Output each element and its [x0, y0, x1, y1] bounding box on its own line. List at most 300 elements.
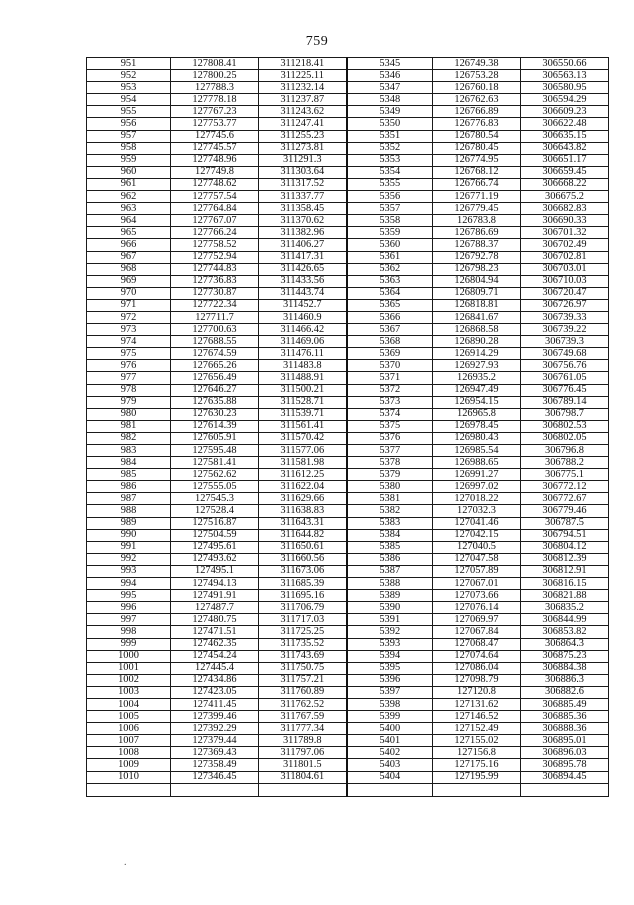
- point-number-right-cell: 5395: [347, 662, 433, 674]
- y-coordinate-right-cell: 306894.45: [521, 771, 609, 783]
- point-number-left-cell: 1001: [87, 662, 171, 674]
- point-number-left-cell: 996: [87, 602, 171, 614]
- y-coordinate-right-cell: 306772.12: [521, 481, 609, 493]
- point-number-right-cell: 5396: [347, 674, 433, 686]
- empty-cell: [347, 783, 433, 796]
- point-number-left-cell: 953: [87, 82, 171, 94]
- point-number-left-cell: 971: [87, 299, 171, 311]
- table-row: [87, 626, 609, 638]
- point-number-left-cell: 952: [87, 70, 171, 82]
- x-coordinate-right-cell: 127155.02: [433, 735, 521, 747]
- table-row: [87, 251, 609, 263]
- x-coordinate-left-cell: 127748.62: [171, 178, 259, 190]
- x-coordinate-right-cell: 126985.54: [433, 445, 521, 457]
- x-coordinate-right-cell: 127047.58: [433, 553, 521, 565]
- y-coordinate-left-cell: 311382.96: [259, 227, 347, 239]
- table-row: [87, 360, 609, 372]
- page-number: 759: [305, 34, 329, 49]
- x-coordinate-left-cell: 127665.26: [171, 360, 259, 372]
- point-number-left-cell: 976: [87, 360, 171, 372]
- y-coordinate-right-cell: 306788.2: [521, 457, 609, 469]
- y-coordinate-left-cell: 311673.06: [259, 565, 347, 577]
- x-coordinate-right-cell: 127069.97: [433, 614, 521, 626]
- point-number-left-cell: 1004: [87, 698, 171, 710]
- x-coordinate-left-cell: 127744.83: [171, 263, 259, 275]
- y-coordinate-left-cell: 311717.03: [259, 614, 347, 626]
- y-coordinate-right-cell: 306895.78: [521, 759, 609, 771]
- x-coordinate-left-cell: 127379.44: [171, 735, 259, 747]
- point-number-left-cell: 961: [87, 178, 171, 190]
- table-row: [87, 348, 609, 360]
- y-coordinate-right-cell: 306622.48: [521, 118, 609, 130]
- x-coordinate-left-cell: 127674.59: [171, 348, 259, 360]
- y-coordinate-right-cell: 306761.05: [521, 372, 609, 384]
- x-coordinate-right-cell: 126780.54: [433, 130, 521, 142]
- x-coordinate-left-cell: 127369.43: [171, 747, 259, 759]
- table-row: [87, 94, 609, 106]
- y-coordinate-right-cell: 306885.49: [521, 698, 609, 710]
- y-coordinate-left-cell: 311452.7: [259, 299, 347, 311]
- x-coordinate-left-cell: 127748.96: [171, 154, 259, 166]
- point-number-right-cell: 5361: [347, 251, 433, 263]
- x-coordinate-left-cell: 127711.7: [171, 311, 259, 323]
- footer-mark: .: [124, 857, 127, 868]
- x-coordinate-left-cell: 127555.05: [171, 481, 259, 493]
- table-row: [87, 106, 609, 118]
- y-coordinate-left-cell: 311757.21: [259, 674, 347, 686]
- y-coordinate-right-cell: 306651.17: [521, 154, 609, 166]
- y-coordinate-left-cell: 311370.62: [259, 215, 347, 227]
- point-number-right-cell: 5349: [347, 106, 433, 118]
- point-number-left-cell: 989: [87, 517, 171, 529]
- x-coordinate-right-cell: 127120.8: [433, 686, 521, 698]
- y-coordinate-right-cell: 306864.3: [521, 638, 609, 650]
- x-coordinate-right-cell: 127076.14: [433, 602, 521, 614]
- point-number-left-cell: 964: [87, 215, 171, 227]
- x-coordinate-left-cell: 127471.51: [171, 626, 259, 638]
- y-coordinate-right-cell: 306775.1: [521, 469, 609, 481]
- x-coordinate-left-cell: 127736.83: [171, 275, 259, 287]
- table-row: [87, 578, 609, 590]
- y-coordinate-right-cell: 306779.46: [521, 505, 609, 517]
- y-coordinate-right-cell: 306888.36: [521, 723, 609, 735]
- y-coordinate-right-cell: 306643.82: [521, 142, 609, 154]
- y-coordinate-left-cell: 311358.45: [259, 203, 347, 215]
- y-coordinate-left-cell: 311273.81: [259, 142, 347, 154]
- point-number-left-cell: 991: [87, 541, 171, 553]
- point-number-left-cell: 982: [87, 432, 171, 444]
- point-number-right-cell: 5383: [347, 517, 433, 529]
- x-coordinate-left-cell: 127752.94: [171, 251, 259, 263]
- x-coordinate-right-cell: 126768.12: [433, 166, 521, 178]
- point-number-right-cell: 5377: [347, 445, 433, 457]
- point-number-right-cell: 5398: [347, 698, 433, 710]
- table-row: [87, 432, 609, 444]
- table-row: [87, 191, 609, 203]
- x-coordinate-left-cell: 127516.87: [171, 517, 259, 529]
- point-number-right-cell: 5369: [347, 348, 433, 360]
- point-number-left-cell: 984: [87, 457, 171, 469]
- x-coordinate-left-cell: 127491.91: [171, 590, 259, 602]
- table-row: [87, 239, 609, 251]
- table-row: [87, 130, 609, 142]
- point-number-right-cell: 5370: [347, 360, 433, 372]
- table-row: [87, 771, 609, 783]
- x-coordinate-right-cell: 127131.62: [433, 698, 521, 710]
- point-number-left-cell: 983: [87, 445, 171, 457]
- x-coordinate-right-cell: 126779.45: [433, 203, 521, 215]
- y-coordinate-left-cell: 311426.65: [259, 263, 347, 275]
- table-row: [87, 517, 609, 529]
- table-row: [87, 396, 609, 408]
- point-number-left-cell: 987: [87, 493, 171, 505]
- y-coordinate-left-cell: 311643.31: [259, 517, 347, 529]
- point-number-right-cell: 5345: [347, 58, 433, 70]
- table-row: [87, 82, 609, 94]
- point-number-left-cell: 999: [87, 638, 171, 650]
- table-row: [87, 227, 609, 239]
- x-coordinate-left-cell: 127730.87: [171, 287, 259, 299]
- point-number-right-cell: 5389: [347, 590, 433, 602]
- point-number-right-cell: 5373: [347, 396, 433, 408]
- point-number-right-cell: 5391: [347, 614, 433, 626]
- x-coordinate-left-cell: 127454.24: [171, 650, 259, 662]
- x-coordinate-left-cell: 127487.7: [171, 602, 259, 614]
- point-number-left-cell: 973: [87, 324, 171, 336]
- point-number-left-cell: 1000: [87, 650, 171, 662]
- x-coordinate-left-cell: 127764.84: [171, 203, 259, 215]
- y-coordinate-right-cell: 306690.33: [521, 215, 609, 227]
- empty-cell: [171, 783, 259, 796]
- point-number-left-cell: 958: [87, 142, 171, 154]
- table-row: [87, 590, 609, 602]
- y-coordinate-right-cell: 306821.88: [521, 590, 609, 602]
- y-coordinate-right-cell: 306895.01: [521, 735, 609, 747]
- table-row: [87, 372, 609, 384]
- y-coordinate-right-cell: 306875.23: [521, 650, 609, 662]
- table-row: [87, 638, 609, 650]
- y-coordinate-left-cell: 311243.62: [259, 106, 347, 118]
- x-coordinate-left-cell: 127788.3: [171, 82, 259, 94]
- point-number-left-cell: 998: [87, 626, 171, 638]
- empty-cell: [521, 783, 609, 796]
- point-number-left-cell: 967: [87, 251, 171, 263]
- point-number-right-cell: 5346: [347, 70, 433, 82]
- point-number-left-cell: 985: [87, 469, 171, 481]
- table-row: [87, 493, 609, 505]
- table-row: [87, 142, 609, 154]
- point-number-right-cell: 5390: [347, 602, 433, 614]
- x-coordinate-left-cell: 127778.18: [171, 94, 259, 106]
- y-coordinate-left-cell: 311469.06: [259, 336, 347, 348]
- x-coordinate-right-cell: 126762.63: [433, 94, 521, 106]
- y-coordinate-right-cell: 306844.99: [521, 614, 609, 626]
- y-coordinate-right-cell: 306739.33: [521, 311, 609, 323]
- point-number-right-cell: 5358: [347, 215, 433, 227]
- table-body: [87, 58, 609, 797]
- x-coordinate-right-cell: 126776.83: [433, 118, 521, 130]
- table-row: [87, 178, 609, 190]
- empty-cell: [87, 783, 171, 796]
- y-coordinate-left-cell: 311650.61: [259, 541, 347, 553]
- x-coordinate-left-cell: 127494.13: [171, 578, 259, 590]
- y-coordinate-left-cell: 311528.71: [259, 396, 347, 408]
- point-number-right-cell: 5401: [347, 735, 433, 747]
- y-coordinate-right-cell: 306726.97: [521, 299, 609, 311]
- y-coordinate-right-cell: 306885.36: [521, 711, 609, 723]
- x-coordinate-right-cell: 127067.01: [433, 578, 521, 590]
- x-coordinate-right-cell: 126965.8: [433, 408, 521, 420]
- x-coordinate-left-cell: 127800.25: [171, 70, 259, 82]
- point-number-right-cell: 5382: [347, 505, 433, 517]
- point-number-right-cell: 5347: [347, 82, 433, 94]
- point-number-right-cell: 5388: [347, 578, 433, 590]
- x-coordinate-right-cell: 126771.19: [433, 191, 521, 203]
- x-coordinate-left-cell: 127493.62: [171, 553, 259, 565]
- point-number-right-cell: 5365: [347, 299, 433, 311]
- x-coordinate-right-cell: 126753.28: [433, 70, 521, 82]
- point-number-left-cell: 977: [87, 372, 171, 384]
- table-row: [87, 735, 609, 747]
- point-number-right-cell: 5400: [347, 723, 433, 735]
- x-coordinate-right-cell: 127041.46: [433, 517, 521, 529]
- y-coordinate-left-cell: 311476.11: [259, 348, 347, 360]
- table-row: [87, 203, 609, 215]
- point-number-left-cell: 1005: [87, 711, 171, 723]
- y-coordinate-left-cell: 311291.3: [259, 154, 347, 166]
- x-coordinate-right-cell: 126980.43: [433, 432, 521, 444]
- table-row: [87, 469, 609, 481]
- point-number-right-cell: 5357: [347, 203, 433, 215]
- point-number-right-cell: 5356: [347, 191, 433, 203]
- x-coordinate-right-cell: 127068.47: [433, 638, 521, 650]
- y-coordinate-left-cell: 311789.8: [259, 735, 347, 747]
- table-row: [87, 70, 609, 82]
- point-number-right-cell: 5393: [347, 638, 433, 650]
- y-coordinate-right-cell: 306659.45: [521, 166, 609, 178]
- table-row: [87, 118, 609, 130]
- table-row: [87, 505, 609, 517]
- point-number-right-cell: 5384: [347, 529, 433, 541]
- point-number-right-cell: 5368: [347, 336, 433, 348]
- y-coordinate-right-cell: 306756.76: [521, 360, 609, 372]
- y-coordinate-left-cell: 311797.06: [259, 747, 347, 759]
- x-coordinate-left-cell: 127767.23: [171, 106, 259, 118]
- table-row: [87, 420, 609, 432]
- y-coordinate-left-cell: 311612.25: [259, 469, 347, 481]
- table-row: [87, 263, 609, 275]
- x-coordinate-left-cell: 127745.57: [171, 142, 259, 154]
- point-number-right-cell: 5372: [347, 384, 433, 396]
- y-coordinate-left-cell: 311247.41: [259, 118, 347, 130]
- y-coordinate-left-cell: 311337.77: [259, 191, 347, 203]
- x-coordinate-left-cell: 127392.29: [171, 723, 259, 735]
- point-number-left-cell: 1009: [87, 759, 171, 771]
- y-coordinate-right-cell: 306594.29: [521, 94, 609, 106]
- x-coordinate-right-cell: 127040.5: [433, 541, 521, 553]
- y-coordinate-right-cell: 306776.45: [521, 384, 609, 396]
- y-coordinate-right-cell: 306710.03: [521, 275, 609, 287]
- point-number-left-cell: 954: [87, 94, 171, 106]
- x-coordinate-left-cell: 127700.63: [171, 324, 259, 336]
- y-coordinate-left-cell: 311622.04: [259, 481, 347, 493]
- point-number-left-cell: 966: [87, 239, 171, 251]
- point-number-right-cell: 5352: [347, 142, 433, 154]
- table-row: [87, 565, 609, 577]
- y-coordinate-right-cell: 306884.38: [521, 662, 609, 674]
- x-coordinate-right-cell: 126954.15: [433, 396, 521, 408]
- x-coordinate-right-cell: 126927.93: [433, 360, 521, 372]
- point-number-right-cell: 5387: [347, 565, 433, 577]
- x-coordinate-left-cell: 127767.07: [171, 215, 259, 227]
- y-coordinate-right-cell: 306794.51: [521, 529, 609, 541]
- table-row: [87, 711, 609, 723]
- table-row: [87, 445, 609, 457]
- table-row: [87, 662, 609, 674]
- x-coordinate-left-cell: 127411.45: [171, 698, 259, 710]
- table-row: [87, 553, 609, 565]
- table-row: [87, 723, 609, 735]
- x-coordinate-right-cell: 127018.22: [433, 493, 521, 505]
- y-coordinate-left-cell: 311577.06: [259, 445, 347, 457]
- x-coordinate-right-cell: 126947.49: [433, 384, 521, 396]
- point-number-left-cell: 986: [87, 481, 171, 493]
- y-coordinate-left-cell: 311488.91: [259, 372, 347, 384]
- point-number-right-cell: 5375: [347, 420, 433, 432]
- y-coordinate-left-cell: 311735.52: [259, 638, 347, 650]
- point-number-left-cell: 974: [87, 336, 171, 348]
- point-number-right-cell: 5363: [347, 275, 433, 287]
- y-coordinate-right-cell: 306802.53: [521, 420, 609, 432]
- x-coordinate-right-cell: 126978.45: [433, 420, 521, 432]
- point-number-right-cell: 5355: [347, 178, 433, 190]
- point-number-right-cell: 5364: [347, 287, 433, 299]
- y-coordinate-right-cell: 306853.82: [521, 626, 609, 638]
- point-number-left-cell: 981: [87, 420, 171, 432]
- y-coordinate-left-cell: 311660.56: [259, 553, 347, 565]
- x-coordinate-right-cell: 126914.29: [433, 348, 521, 360]
- y-coordinate-left-cell: 311433.56: [259, 275, 347, 287]
- y-coordinate-right-cell: 306550.66: [521, 58, 609, 70]
- y-coordinate-right-cell: 306749.68: [521, 348, 609, 360]
- y-coordinate-left-cell: 311406.27: [259, 239, 347, 251]
- x-coordinate-right-cell: 126749.38: [433, 58, 521, 70]
- y-coordinate-left-cell: 311760.89: [259, 686, 347, 698]
- y-coordinate-left-cell: 311638.83: [259, 505, 347, 517]
- x-coordinate-left-cell: 127545.3: [171, 493, 259, 505]
- x-coordinate-right-cell: 126997.02: [433, 481, 521, 493]
- x-coordinate-left-cell: 127495.61: [171, 541, 259, 553]
- point-number-right-cell: 5371: [347, 372, 433, 384]
- y-coordinate-right-cell: 306635.15: [521, 130, 609, 142]
- y-coordinate-right-cell: 306896.03: [521, 747, 609, 759]
- table-row: [87, 324, 609, 336]
- point-number-left-cell: 956: [87, 118, 171, 130]
- x-coordinate-right-cell: 126788.37: [433, 239, 521, 251]
- y-coordinate-right-cell: 306701.32: [521, 227, 609, 239]
- x-coordinate-left-cell: 127635.88: [171, 396, 259, 408]
- x-coordinate-right-cell: 127195.99: [433, 771, 521, 783]
- x-coordinate-right-cell: 126766.89: [433, 106, 521, 118]
- x-coordinate-left-cell: 127614.39: [171, 420, 259, 432]
- y-coordinate-right-cell: 306563.13: [521, 70, 609, 82]
- empty-cell: [259, 783, 347, 796]
- x-coordinate-left-cell: 127630.23: [171, 408, 259, 420]
- y-coordinate-right-cell: 306702.81: [521, 251, 609, 263]
- x-coordinate-right-cell: 127086.04: [433, 662, 521, 674]
- x-coordinate-left-cell: 127749.8: [171, 166, 259, 178]
- x-coordinate-left-cell: 127528.4: [171, 505, 259, 517]
- point-number-left-cell: 992: [87, 553, 171, 565]
- y-coordinate-left-cell: 311750.75: [259, 662, 347, 674]
- x-coordinate-right-cell: 127042.15: [433, 529, 521, 541]
- table-row: [87, 384, 609, 396]
- y-coordinate-right-cell: 306580.95: [521, 82, 609, 94]
- point-number-right-cell: 5394: [347, 650, 433, 662]
- y-coordinate-left-cell: 311629.66: [259, 493, 347, 505]
- point-number-right-cell: 5379: [347, 469, 433, 481]
- empty-cell: [433, 783, 521, 796]
- point-number-left-cell: 979: [87, 396, 171, 408]
- x-coordinate-left-cell: 127688.55: [171, 336, 259, 348]
- table-row: [87, 686, 609, 698]
- table-row: [87, 759, 609, 771]
- x-coordinate-right-cell: 126760.18: [433, 82, 521, 94]
- x-coordinate-right-cell: 126868.58: [433, 324, 521, 336]
- x-coordinate-left-cell: 127480.75: [171, 614, 259, 626]
- x-coordinate-left-cell: 127753.77: [171, 118, 259, 130]
- y-coordinate-left-cell: 311443.74: [259, 287, 347, 299]
- x-coordinate-right-cell: 126818.81: [433, 299, 521, 311]
- y-coordinate-right-cell: 306802.05: [521, 432, 609, 444]
- x-coordinate-right-cell: 127067.84: [433, 626, 521, 638]
- point-number-right-cell: 5351: [347, 130, 433, 142]
- x-coordinate-left-cell: 127462.35: [171, 638, 259, 650]
- x-coordinate-left-cell: 127434.86: [171, 674, 259, 686]
- table-row: [87, 541, 609, 553]
- y-coordinate-right-cell: 306720.47: [521, 287, 609, 299]
- point-number-left-cell: 959: [87, 154, 171, 166]
- y-coordinate-right-cell: 306772.67: [521, 493, 609, 505]
- y-coordinate-right-cell: 306675.2: [521, 191, 609, 203]
- point-number-left-cell: 1010: [87, 771, 171, 783]
- y-coordinate-right-cell: 306789.14: [521, 396, 609, 408]
- y-coordinate-left-cell: 311303.64: [259, 166, 347, 178]
- x-coordinate-right-cell: 127073.66: [433, 590, 521, 602]
- table-row: [87, 481, 609, 493]
- x-coordinate-right-cell: 126774.95: [433, 154, 521, 166]
- y-coordinate-right-cell: 306796.8: [521, 445, 609, 457]
- point-number-left-cell: 1002: [87, 674, 171, 686]
- table-row: [87, 58, 609, 70]
- y-coordinate-left-cell: 311762.52: [259, 698, 347, 710]
- x-coordinate-right-cell: 127098.79: [433, 674, 521, 686]
- y-coordinate-left-cell: 311317.52: [259, 178, 347, 190]
- table-row: [87, 674, 609, 686]
- y-coordinate-left-cell: 311255.23: [259, 130, 347, 142]
- point-number-left-cell: 963: [87, 203, 171, 215]
- y-coordinate-left-cell: 311460.9: [259, 311, 347, 323]
- x-coordinate-right-cell: 127156.8: [433, 747, 521, 759]
- table-row: [87, 336, 609, 348]
- y-coordinate-right-cell: 306703.01: [521, 263, 609, 275]
- y-coordinate-left-cell: 311685.39: [259, 578, 347, 590]
- y-coordinate-right-cell: 306702.49: [521, 239, 609, 251]
- y-coordinate-left-cell: 311767.59: [259, 711, 347, 723]
- y-coordinate-left-cell: 311237.87: [259, 94, 347, 106]
- x-coordinate-right-cell: 126841.67: [433, 311, 521, 323]
- y-coordinate-right-cell: 306882.6: [521, 686, 609, 698]
